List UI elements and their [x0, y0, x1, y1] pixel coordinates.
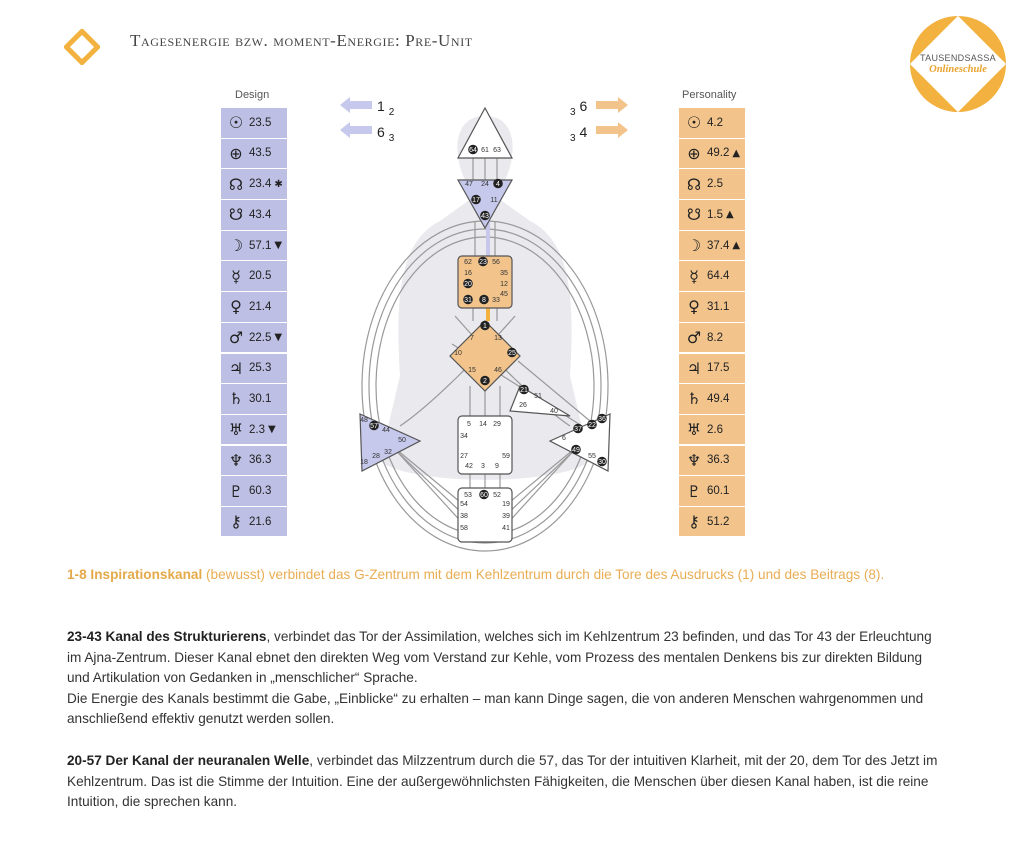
- gate-label: 18: [360, 459, 368, 466]
- gate-label: 58: [460, 525, 468, 532]
- chiron-icon: ⚷: [688, 512, 700, 532]
- gate-label: 19: [502, 501, 510, 508]
- chiron-icon: ⚷: [230, 512, 242, 532]
- gate-label: 4: [496, 181, 500, 188]
- gate-label: 63: [493, 147, 501, 154]
- personality-row: [679, 354, 745, 384]
- gate-label: 50: [398, 437, 406, 444]
- neptune-icon: ♆: [686, 450, 702, 470]
- earth-icon: ⊕: [687, 143, 701, 163]
- paragraph-structuring: [67, 627, 947, 730]
- design-value: 20.5: [249, 270, 272, 283]
- venus-icon: ♀: [230, 297, 242, 317]
- gate-label: 5: [467, 421, 471, 428]
- personality-value: 1.5: [707, 208, 723, 221]
- gate-label: 48: [360, 417, 368, 424]
- personality-row: [679, 139, 745, 169]
- personality-row: [679, 476, 745, 506]
- gate-label: 32: [384, 449, 392, 456]
- p2-heading: 23-43 Kanal des Strukturierens: [67, 629, 267, 644]
- brand-logo: [910, 16, 1006, 112]
- personality-value: 37.4: [707, 239, 730, 252]
- gate-label: 22: [588, 422, 596, 429]
- design-row: [221, 476, 287, 506]
- sun-icon: ☉: [686, 113, 702, 133]
- gate-label: 14: [479, 421, 487, 428]
- gate-label: 7: [470, 335, 474, 342]
- personality-value: 36.3: [707, 454, 730, 467]
- gate-label: 26: [519, 402, 527, 409]
- north-node-icon: ☊: [228, 174, 244, 194]
- saturn-icon: ♄: [228, 389, 244, 409]
- design-row: [221, 384, 287, 414]
- gate-label: 41: [502, 525, 510, 532]
- design-value: 23.4: [249, 178, 272, 191]
- personality-value: 64.4: [707, 270, 730, 283]
- gate-label: 1: [483, 323, 487, 330]
- design-value: 30.1: [249, 392, 272, 405]
- pers-var-bottom: $_3$ 4: [570, 124, 588, 144]
- gate-label: 43: [481, 213, 489, 220]
- moon-icon: ☽: [686, 236, 702, 255]
- gate-label: 23: [479, 259, 487, 266]
- gate-label: 13: [494, 335, 502, 342]
- design-marker: ▼: [274, 332, 283, 344]
- gate-label: 6: [562, 435, 566, 442]
- gate-label: 51: [534, 393, 542, 400]
- gate-label: 35: [500, 270, 508, 277]
- uranus-icon: ♅: [686, 420, 702, 440]
- design-row: [221, 231, 287, 261]
- personality-column: [679, 108, 745, 538]
- gate-label: 2: [483, 378, 487, 385]
- gate-label: 31: [464, 297, 472, 304]
- gate-label: 61: [481, 147, 489, 154]
- p2-body-2: Die Energie des Kanals bestimmt die Gabe, „Einblicke“ zu erhalten – man kann Dinge sagen, die von anderen Menschen wahrgenommen und anschließend effektiv genutzt werden sollen.: [67, 690, 924, 726]
- gate-label: 17: [472, 197, 480, 204]
- mercury-icon: ☿: [231, 266, 241, 286]
- p1-body: (bewusst) verbindet das G-Zentrum mit dem Kehlzentrum durch die Tore des Ausdrucks (1) und des Beitrags (8).: [202, 567, 885, 582]
- design-row: [221, 446, 287, 476]
- design-value: 25.3: [249, 362, 272, 375]
- personality-value: 8.2: [707, 331, 723, 344]
- design-row: [221, 200, 287, 230]
- paragraph-inspiration: [67, 565, 947, 586]
- design-var-bottom: 6 $_3$: [377, 124, 395, 144]
- design-value: 36.3: [249, 454, 272, 467]
- design-row: [221, 507, 287, 537]
- personality-value: 31.1: [707, 300, 730, 313]
- gate-label: 3: [481, 463, 485, 470]
- personality-row: [679, 446, 745, 476]
- south-node-icon: ☋: [228, 205, 244, 225]
- personality-title: Personality: [682, 89, 737, 101]
- design-value: 23.5: [249, 116, 272, 129]
- personality-value: 51.2: [707, 515, 730, 528]
- design-value: 22.5: [249, 331, 272, 344]
- design-column: [221, 108, 287, 538]
- personality-row: [679, 108, 745, 138]
- gate-label: 34: [460, 433, 468, 440]
- personality-marker: ▲: [726, 209, 734, 221]
- design-row: [221, 415, 287, 445]
- personality-row: [679, 231, 745, 261]
- mars-icon: ♂: [686, 328, 702, 348]
- design-row: [221, 292, 287, 322]
- gate-label: 53: [464, 492, 472, 499]
- personality-value: 49.2: [707, 147, 730, 160]
- design-value: 43.5: [249, 147, 272, 160]
- gate-label: 60: [480, 492, 488, 499]
- design-value: 60.3: [249, 485, 272, 497]
- gate-label: 33: [492, 297, 500, 304]
- personality-row: [679, 292, 745, 322]
- gate-label: 37: [574, 426, 582, 433]
- personality-row: [679, 507, 745, 537]
- personality-value: 2.6: [707, 423, 723, 436]
- brand-subtitle: Onlineschule: [929, 64, 987, 75]
- design-row: [221, 139, 287, 169]
- gate-label: 46: [494, 367, 502, 374]
- gate-label: 8: [482, 297, 486, 304]
- design-row: [221, 323, 287, 353]
- jupiter-icon: ♃: [686, 358, 702, 378]
- gate-label: 57: [370, 423, 378, 430]
- gate-label: 40: [550, 408, 558, 415]
- personality-row: [679, 384, 745, 414]
- gate-label: 55: [588, 453, 596, 460]
- venus-icon: ♀: [688, 297, 700, 317]
- earth-icon: ⊕: [229, 143, 243, 163]
- pers-var-top: $_3$ 6: [570, 98, 588, 118]
- personality-marker: ▲: [732, 147, 741, 159]
- gate-label: 21: [520, 387, 528, 394]
- gate-label: 20: [464, 281, 472, 288]
- p3-heading: 20-57 Der Kanal der neuranalen Welle: [67, 753, 310, 768]
- gate-label: 64: [469, 147, 477, 154]
- personality-row: [679, 169, 745, 199]
- personality-value: 60.1: [707, 485, 730, 497]
- design-value: 57.1: [249, 239, 272, 252]
- gate-label: 59: [502, 453, 510, 460]
- design-marker: ✱: [274, 178, 283, 190]
- personality-marker: ▲: [732, 240, 741, 251]
- gate-label: 47: [465, 181, 473, 188]
- bodygraph-chart: [340, 96, 630, 556]
- p3-body: , verbindet das Milzzentrum durch die 57, das Tor der intuitiven Klarheit, mit der 20, dem Tor des Jetzt im Kehlzentrum. Das ist die Stimme der Intuition. Eine der außergewöhnlichsten Fähigkeiten, die Menschen über diesen Kanal haben, ist die reine Intuition, die sprechen kann.: [67, 753, 938, 809]
- mercury-icon: ☿: [689, 266, 699, 286]
- gate-label: 36: [598, 416, 606, 423]
- gate-label: 12: [500, 281, 508, 288]
- neptune-icon: ♆: [228, 450, 244, 470]
- personality-value: 49.4: [707, 392, 730, 405]
- design-value: 2.3: [249, 423, 265, 436]
- gate-label: 45: [500, 291, 508, 298]
- sun-icon: ☉: [228, 113, 244, 133]
- design-title: Design: [235, 89, 270, 101]
- personality-row: [679, 200, 745, 230]
- p2-body: , verbindet das Tor der Assimilation, welches sich im Kehlzentrum 23 befinden, und das Tor 43 der Erleuchtung im Ajna-Zentrum. Dieser Kanal ebnet den direkten Weg vom Verstand zur Kehle, vom Prozess des mentalen Denkens bis zur direkten Bildung und Artikulation von Gedanken in „menschlicher“ Sprache.: [67, 629, 932, 685]
- gate-label: 52: [493, 492, 501, 499]
- personality-value: 2.5: [707, 178, 723, 191]
- design-marker: ▼: [274, 240, 283, 251]
- gate-label: 15: [468, 367, 476, 374]
- personality-value: 17.5: [707, 362, 730, 375]
- north-node-icon: ☊: [686, 174, 702, 194]
- pluto-icon: ♇: [686, 481, 702, 501]
- gate-label: 10: [454, 350, 462, 357]
- gate-label: 39: [502, 513, 510, 520]
- gate-label: 16: [464, 270, 472, 277]
- gate-label: 44: [382, 427, 390, 434]
- design-var-top: 1 $_2$: [377, 98, 395, 118]
- saturn-icon: ♄: [686, 389, 702, 409]
- uranus-icon: ♅: [228, 420, 244, 440]
- gate-label: 28: [372, 453, 380, 460]
- design-row: [221, 169, 287, 199]
- personality-row: [679, 323, 745, 353]
- logo-icon: [64, 29, 100, 65]
- gate-label: 54: [460, 501, 468, 508]
- design-value: 43.4: [249, 208, 272, 221]
- page-title: Tagesenergie bzw. moment-Energie: Pre-Unit: [130, 31, 473, 50]
- mars-icon: ♂: [228, 328, 244, 348]
- personality-row: [679, 415, 745, 445]
- gate-label: 38: [460, 513, 468, 520]
- design-marker: ▼: [268, 424, 276, 436]
- paragraph-neural-wave: [67, 751, 947, 813]
- gate-label: 30: [598, 459, 606, 466]
- gate-label: 27: [460, 453, 468, 460]
- gate-label: 9: [495, 463, 499, 470]
- design-value: 21.4: [249, 300, 272, 313]
- design-row: [221, 354, 287, 384]
- moon-icon: ☽: [228, 236, 244, 255]
- jupiter-icon: ♃: [228, 358, 244, 378]
- gate-label: 11: [490, 197, 498, 204]
- gate-label: 42: [465, 463, 473, 470]
- personality-row: [679, 261, 745, 291]
- design-value: 21.6: [249, 515, 272, 528]
- gate-label: 29: [493, 421, 501, 428]
- personality-value: 4.2: [707, 116, 723, 129]
- design-row: [221, 108, 287, 138]
- gate-label: 49: [572, 447, 580, 454]
- pluto-icon: ♇: [228, 481, 244, 501]
- gate-label: 25: [508, 350, 516, 357]
- brand-name: TAUSENDSASSA: [920, 53, 996, 63]
- p1-heading: 1-8 Inspirationskanal: [67, 567, 203, 582]
- gate-label: 24: [481, 181, 489, 188]
- south-node-icon: ☋: [686, 205, 702, 225]
- gate-label: 62: [464, 259, 472, 266]
- design-row: [221, 261, 287, 291]
- gate-label: 56: [492, 259, 500, 266]
